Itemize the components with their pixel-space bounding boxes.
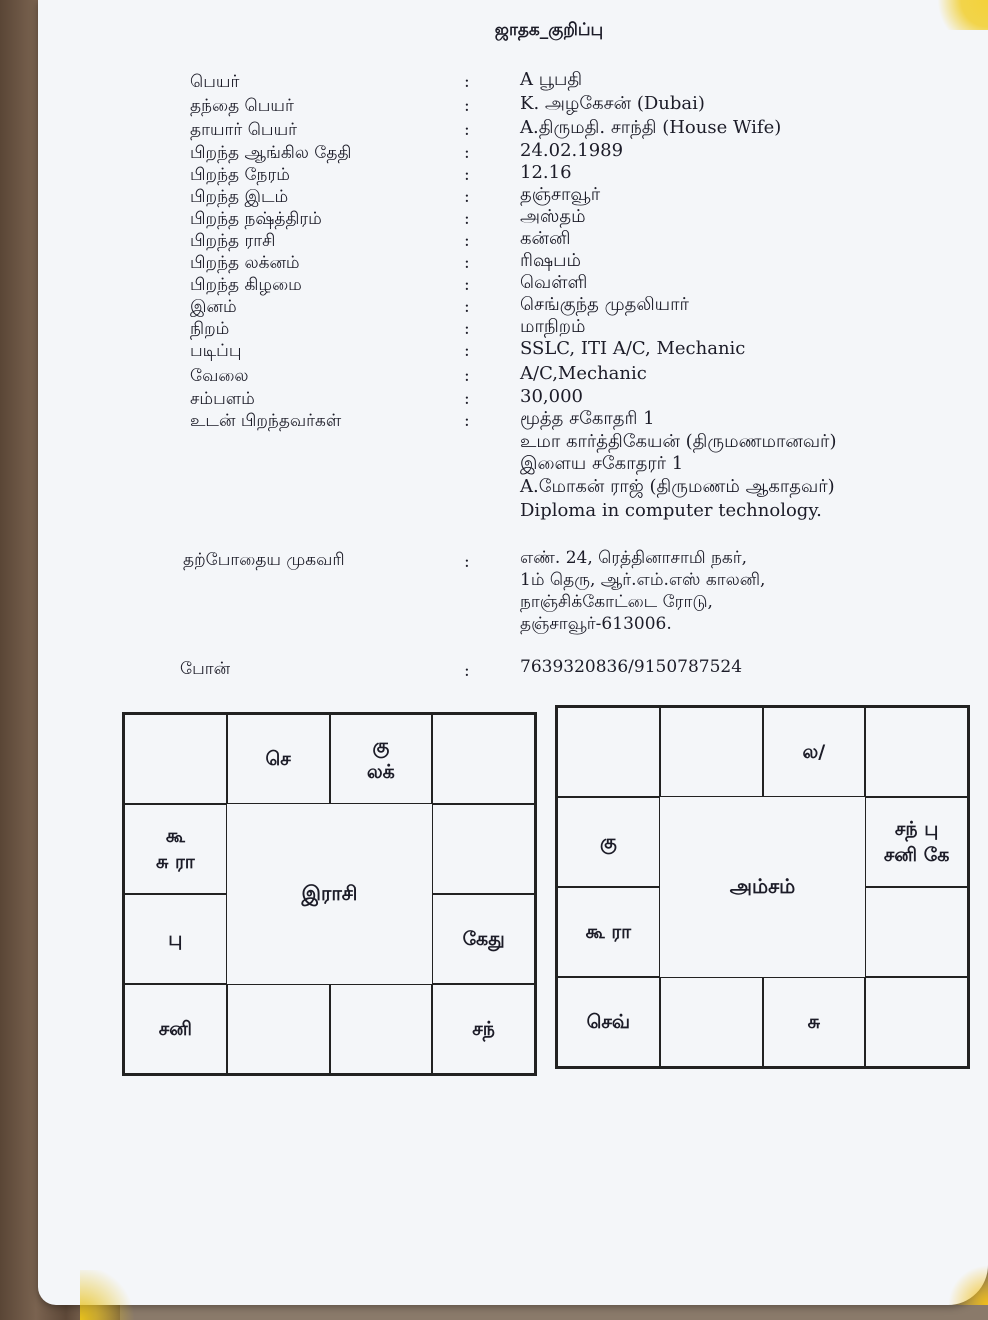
field-value: செங்குந்த முதலியார் (520, 294, 689, 315)
field-label: பிறந்த ராசி (190, 231, 276, 251)
house-cell (124, 894, 227, 984)
house-cell (432, 804, 535, 894)
phone-label: போன் (180, 659, 231, 679)
field-separator: : (464, 552, 470, 572)
house-cell (124, 804, 227, 894)
planet-label: லக் (366, 761, 395, 783)
sibling-detail: உமா கார்த்திகேயன் (திருமணமானவர்) (520, 431, 837, 452)
sibling-detail: Diploma in computer technology. (520, 500, 822, 521)
field-separator: : (464, 96, 470, 116)
field-separator: : (464, 297, 470, 317)
planet-label: சு ரா (155, 851, 195, 873)
paper-corner-stain (80, 1270, 140, 1320)
house-cell (432, 894, 535, 984)
field-label: இனம் (190, 297, 237, 317)
field-value: A/C,Mechanic (520, 363, 647, 384)
paper-sheet (38, 0, 988, 1305)
house-cell (432, 984, 535, 1074)
house-cell (227, 984, 330, 1074)
field-label: பிறந்த நஷ்த்திரம் (190, 209, 322, 229)
house-cell (865, 887, 968, 977)
house-cell (124, 714, 227, 804)
address-line: எண். 24, ரெத்தினாசாமி நகர், (520, 548, 748, 568)
house-cell (763, 707, 866, 797)
field-separator: : (464, 165, 470, 185)
field-label: உடன் பிறந்தவர்கள் (190, 411, 342, 431)
field-value: A.திருமதி. சாந்தி (House Wife) (520, 117, 782, 138)
house-cell (432, 714, 535, 804)
field-separator: : (464, 319, 470, 339)
field-value: A பூபதி (520, 69, 583, 90)
field-separator: : (464, 411, 470, 431)
planet-label: செவ் (586, 1011, 631, 1033)
house-cell (865, 797, 968, 887)
field-separator: : (464, 143, 470, 163)
address-line: நாஞ்சிக்கோட்டை ரோடு, (520, 592, 713, 612)
field-value: 24.02.1989 (520, 140, 624, 161)
field-label: பிறந்த லக்னம் (190, 253, 300, 273)
field-label: வேலை (190, 366, 249, 386)
field-value: K. அழகேசன் (Dubai) (520, 93, 705, 114)
house-cell (557, 977, 660, 1067)
field-separator: : (464, 389, 470, 409)
field-label: பிறந்த இடம் (190, 187, 289, 207)
field-separator: : (464, 187, 470, 207)
chart-center-label: அம்சம் (729, 873, 796, 898)
house-cell (124, 984, 227, 1074)
field-value: வெள்ளி (520, 272, 588, 293)
field-label: பிறந்த ஆங்கில தேதி (190, 143, 352, 163)
planet-label: சந் பு (894, 818, 939, 840)
field-label: பிறந்த நேரம் (190, 165, 290, 185)
field-value: மூத்த சகோதரி 1 (520, 408, 655, 429)
house-cell (660, 707, 763, 797)
planet-label: சனி கே (883, 844, 950, 866)
field-separator: : (464, 661, 470, 681)
amsam-chart (555, 705, 970, 1069)
planet-label: கூ ரா (585, 921, 632, 943)
field-value: மாநிறம் (520, 316, 586, 337)
house-cell (330, 714, 433, 804)
field-label: சம்பளம் (190, 389, 255, 409)
field-value: ரிஷபம் (520, 250, 581, 271)
paper-corner-stain (948, 1265, 988, 1305)
house-cell (865, 707, 968, 797)
house-cell (660, 977, 763, 1067)
address-label: தற்போதைய முகவரி (183, 550, 345, 570)
field-separator: : (464, 275, 470, 295)
field-value: 12.16 (520, 162, 572, 183)
address-line: தஞ்சாவூர்-613006. (520, 614, 672, 634)
planet-label: சு (807, 1011, 821, 1033)
field-label: நிறம் (190, 319, 230, 339)
house-cell (557, 887, 660, 977)
field-label: தாயார் பெயர் (190, 120, 298, 140)
house-cell (557, 797, 660, 887)
chart-center-label: இராசி (301, 880, 358, 905)
address-line: 1ம் தெரு, ஆர்.எம்.எஸ் காலனி, (520, 570, 766, 590)
field-value: கன்னி (520, 228, 571, 249)
field-value: 30,000 (520, 386, 583, 407)
house-cell (330, 984, 433, 1074)
phone-number: 7639320836/9150787524 (520, 657, 743, 677)
field-value: SSLC, ITI A/C, Mechanic (520, 338, 746, 359)
house-cell (557, 707, 660, 797)
house-cell (865, 977, 968, 1067)
field-separator: : (464, 341, 470, 361)
planet-label: ல/ (802, 741, 826, 763)
planet-label: செ (265, 748, 291, 770)
planet-label: சனி (158, 1018, 192, 1040)
field-label: பிறந்த கிழமை (190, 275, 302, 295)
field-value: தஞ்சாவூர் (520, 184, 601, 205)
planet-label: கேது (462, 928, 505, 950)
sibling-detail: A.மோகன் ராஜ் (திருமணம் ஆகாதவர்) (520, 476, 835, 497)
field-label: பெயர் (190, 72, 240, 92)
field-separator: : (464, 366, 470, 386)
field-separator: : (464, 72, 470, 92)
sibling-detail: இளைய சகோதரர் 1 (520, 453, 684, 474)
planet-label: கு (599, 831, 617, 853)
field-label: படிப்பு (190, 341, 242, 361)
field-value: அஸ்தம் (520, 206, 586, 227)
planet-label: கூ (165, 825, 185, 847)
planet-label: சந் (472, 1018, 495, 1040)
field-separator: : (464, 231, 470, 251)
field-separator: : (464, 209, 470, 229)
planet-label: கு (372, 735, 390, 757)
house-cell (227, 714, 330, 804)
field-separator: : (464, 253, 470, 273)
house-cell (763, 977, 866, 1067)
document-title: ஜாதக_குறிப்பு (494, 20, 604, 40)
field-label: தந்தை பெயர் (190, 96, 294, 116)
rasi-chart (122, 712, 537, 1076)
field-separator: : (464, 120, 470, 140)
planet-label: பு (168, 928, 183, 950)
